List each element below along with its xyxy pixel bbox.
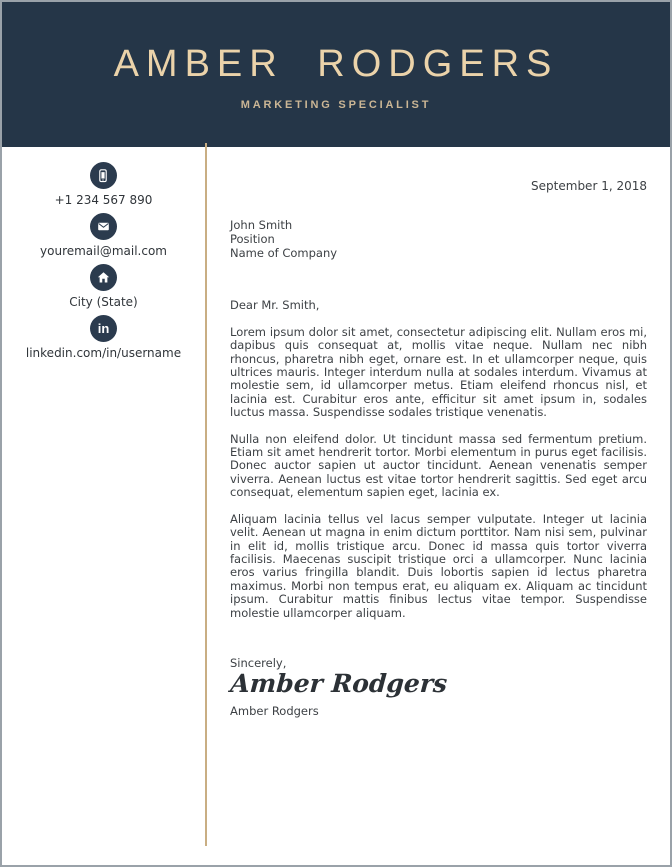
email-address[interactable]: youremail@mail.com — [40, 244, 167, 258]
phone-icon — [95, 168, 111, 184]
linkedin-url[interactable]: linkedin.com/in/username — [25, 346, 182, 360]
email-icon — [96, 219, 111, 234]
header-banner — [2, 2, 670, 147]
person-name: AMBER RODGERS — [113, 42, 559, 85]
contact-sidebar — [2, 143, 205, 366]
letter-body-column — [230, 143, 647, 718]
contact-item-location — [69, 264, 137, 309]
paragraph-3: Aliquam lacinia tellus vel lacus semper vulputate. Integer ut lacinia velit. Aenean ut magna in enim dictum porttitor. Nam nisi sem, pulvinar in elit id, mollis tristique arcu. Donec id massa quis tortor viverra facilisis. Maecenas suscipit tristique orci a ullamcorper. Nunc lacinia eros varius fringilla blandit. Duis lobortis sapien id lectus pharetra maximus. Morbi non tempus erat, eu aliquam ex. Aliquam ac tincidunt ipsum. Curabitur mattis finibus lectus vitae tempor. Suspendisse molestie ullamcorper aliquam. — [230, 511, 647, 620]
handwritten-signature: Amber Rodgers — [229, 669, 449, 699]
recipient-company: Name of Company — [230, 246, 338, 261]
salutation: Dear Mr. Smith, — [230, 298, 320, 313]
home-icon-circle — [90, 264, 117, 291]
typed-signature-name: Amber Rodgers — [230, 703, 319, 718]
job-title: MARKETING SPECIALIST — [240, 98, 432, 111]
contact-item-phone — [55, 162, 153, 207]
phone-number[interactable]: +1 234 567 890 — [54, 193, 153, 207]
paragraph-2: Nulla non eleifend dolor. Ut tincidunt massa sed fermentum pretium. Etiam sit amet hendrerit tortor. Morbi elementum in purus eget facilisis. Donec auctor sapien ut auctor tincidunt. Aenean venenatis semper viverra. Aenean luctus est vitae tortor hendrerit sagittis. Sed eget arcu consequat, elementum sapien eget, lacinia ex. — [230, 431, 647, 500]
location-text: City (State) — [69, 295, 138, 309]
phone-icon-circle — [90, 162, 117, 189]
letter-date: September 1, 2018 — [531, 179, 647, 193]
email-icon-circle — [90, 213, 117, 240]
home-icon — [96, 270, 111, 285]
contact-item-email — [40, 213, 167, 258]
linkedin-icon: in — [97, 321, 110, 336]
closing-line: Sincerely, — [230, 655, 287, 670]
contact-item-linkedin — [26, 315, 181, 360]
paragraph-1: Lorem ipsum dolor sit amet, consectetur adipiscing elit. Nullam eros mi, dapibus quis consequat at, mollis vitae neque. Nullam nec nibh rhoncus, pharetra nibh eget, ornare est. In et ullamcorper neque, quis ultrices mauris. Integer interdum nulla at sodales interdum. Vivamus at molestie sem, id ullamcorper metus. Etiam eleifend rhoncus nisl, et lacinia est. Curabitur eros ante, efficitur sit amet ipsum in, sodales luctus massa. Suspendisse sodales tristique venenatis. — [230, 324, 647, 420]
recipient-block — [230, 218, 647, 260]
recipient-name: John Smith — [230, 218, 293, 233]
vertical-divider-line — [205, 143, 207, 846]
recipient-position: Position — [230, 232, 275, 247]
letter-paragraphs — [230, 326, 647, 620]
linkedin-icon-circle — [90, 315, 117, 342]
